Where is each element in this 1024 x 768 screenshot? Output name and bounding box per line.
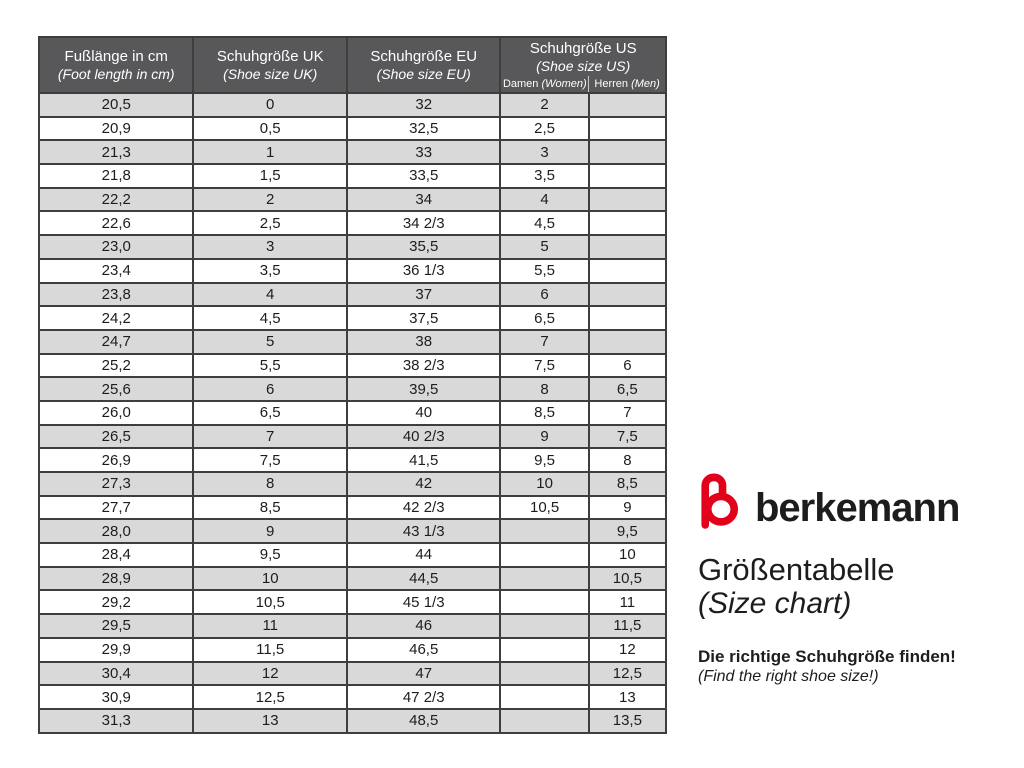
table-cell: 32,5: [347, 117, 500, 141]
table-cell: 3,5: [500, 164, 588, 188]
table-cell: 11,5: [589, 614, 666, 638]
table-cell: 29,5: [39, 614, 193, 638]
table-cell: 10,5: [193, 590, 346, 614]
table-cell: [500, 519, 588, 543]
col-header-foot-length: [39, 37, 193, 93]
table-cell: [589, 235, 666, 259]
table-cell: 28,4: [39, 543, 193, 567]
table-cell: [589, 188, 666, 212]
table-cell: 7,5: [500, 354, 588, 378]
table-cell: 40: [347, 401, 500, 425]
table-cell: 13: [193, 709, 346, 733]
table-cell: 38 2/3: [347, 354, 500, 378]
col-header-us: [500, 37, 666, 76]
col-header-uk-en: (Shoe size UK): [223, 65, 318, 82]
table-cell: [500, 590, 588, 614]
table-cell: 1: [193, 140, 346, 164]
table-cell: 46: [347, 614, 500, 638]
table-cell: 7: [589, 401, 666, 425]
table-cell: 7: [500, 330, 588, 354]
tagline-en: (Find the right shoe size!): [698, 667, 879, 685]
table-cell: 29,9: [39, 638, 193, 662]
table-cell: 8,5: [500, 401, 588, 425]
table-cell: 20,9: [39, 117, 193, 141]
table-row: [39, 472, 666, 496]
table-cell: 7,5: [193, 448, 346, 472]
table-row: [39, 93, 666, 117]
table-cell: 22,6: [39, 211, 193, 235]
table-cell: 6: [193, 377, 346, 401]
table-cell: 3,5: [193, 259, 346, 283]
table-cell: [500, 709, 588, 733]
subcol-header-us-women-en: (Women): [541, 78, 587, 90]
table-cell: 23,0: [39, 235, 193, 259]
table-cell: 9,5: [193, 543, 346, 567]
table-cell: [500, 638, 588, 662]
table-row: [39, 543, 666, 567]
table-cell: 26,5: [39, 425, 193, 449]
table-cell: 3: [500, 140, 588, 164]
col-header-us-en: (Shoe size US): [536, 57, 631, 74]
table-row: [39, 709, 666, 733]
table-cell: 10: [500, 472, 588, 496]
table-cell: 27,3: [39, 472, 193, 496]
table-body: [39, 93, 666, 733]
table-cell: 1,5: [193, 164, 346, 188]
table-cell: 4: [500, 188, 588, 212]
table-cell: 8: [193, 472, 346, 496]
table-row: [39, 425, 666, 449]
table-cell: 32: [347, 93, 500, 117]
table-row: [39, 638, 666, 662]
table-cell: 41,5: [347, 448, 500, 472]
table-cell: [589, 211, 666, 235]
table-cell: 9: [193, 519, 346, 543]
col-header-uk-de: Schuhgröße UK: [216, 47, 324, 65]
table-cell: 11,5: [193, 638, 346, 662]
table-cell: 31,3: [39, 709, 193, 733]
page-title-de: Größentabelle: [698, 552, 895, 587]
table-cell: [500, 614, 588, 638]
table-cell: 25,6: [39, 377, 193, 401]
subcol-header-us-men-en: (Men): [631, 78, 660, 90]
table-cell: 33,5: [347, 164, 500, 188]
table-cell: 7,5: [589, 425, 666, 449]
col-header-eu: [347, 37, 500, 93]
berkemann-logo-icon: [698, 470, 744, 529]
table-cell: 13,5: [589, 709, 666, 733]
table-cell: 47 2/3: [347, 685, 500, 709]
table-cell: 46,5: [347, 638, 500, 662]
table-cell: 2,5: [193, 211, 346, 235]
table-row: [39, 401, 666, 425]
table-cell: 35,5: [347, 235, 500, 259]
table-cell: 26,0: [39, 401, 193, 425]
table-cell: 13: [589, 685, 666, 709]
table-cell: 37,5: [347, 306, 500, 330]
table-cell: 48,5: [347, 709, 500, 733]
table-row: [39, 496, 666, 520]
table-cell: 25,2: [39, 354, 193, 378]
table-cell: [589, 259, 666, 283]
table-cell: 0,5: [193, 117, 346, 141]
table-cell: 20,5: [39, 93, 193, 117]
table-header: [39, 37, 666, 93]
logo-bowl-stroke: [708, 496, 734, 521]
subcol-header-us-women: [500, 76, 588, 93]
table-cell: 10,5: [500, 496, 588, 520]
col-header-foot-length-en: (Foot length in cm): [57, 65, 175, 82]
table-cell: 8,5: [193, 496, 346, 520]
table-cell: 2,5: [500, 117, 588, 141]
table-cell: 28,9: [39, 567, 193, 591]
table-cell: 36 1/3: [347, 259, 500, 283]
table-cell: 10: [589, 543, 666, 567]
subcol-header-us-men: [589, 76, 666, 93]
table-row: [39, 590, 666, 614]
table-cell: [589, 330, 666, 354]
col-header-foot-length-de: Fußlänge in cm: [64, 47, 168, 65]
table-cell: 8: [589, 448, 666, 472]
table-cell: [500, 543, 588, 567]
table-cell: 0: [193, 93, 346, 117]
table-row: [39, 519, 666, 543]
table-row: [39, 164, 666, 188]
shoe-size-table: [38, 36, 667, 734]
table-row: [39, 330, 666, 354]
table-cell: 26,9: [39, 448, 193, 472]
table-cell: 12,5: [589, 662, 666, 686]
table-cell: 44,5: [347, 567, 500, 591]
table-cell: 28,0: [39, 519, 193, 543]
table-cell: 12,5: [193, 685, 346, 709]
brand-panel: [698, 470, 998, 687]
table-cell: [589, 283, 666, 307]
table-row: [39, 283, 666, 307]
table-cell: 21,8: [39, 164, 193, 188]
table-cell: 42 2/3: [347, 496, 500, 520]
table-cell: 23,4: [39, 259, 193, 283]
page-title-en: (Size chart): [698, 587, 852, 621]
table-cell: 8: [500, 377, 588, 401]
table-row: [39, 614, 666, 638]
table-cell: 23,8: [39, 283, 193, 307]
table-cell: 3: [193, 235, 346, 259]
table-row: [39, 235, 666, 259]
table-cell: [589, 306, 666, 330]
table-cell: 2: [500, 93, 588, 117]
table-row: [39, 211, 666, 235]
table-cell: 24,2: [39, 306, 193, 330]
table-cell: 11: [589, 590, 666, 614]
brand-row: [698, 470, 998, 529]
table-cell: 4: [193, 283, 346, 307]
table-cell: 29,2: [39, 590, 193, 614]
table-cell: 24,7: [39, 330, 193, 354]
table-cell: [589, 140, 666, 164]
table-cell: 45 1/3: [347, 590, 500, 614]
table-row: [39, 259, 666, 283]
table-cell: 4,5: [193, 306, 346, 330]
table-cell: 34: [347, 188, 500, 212]
table-cell: 9,5: [500, 448, 588, 472]
table-cell: 2: [193, 188, 346, 212]
table-cell: 9,5: [589, 519, 666, 543]
table-cell: [500, 567, 588, 591]
table-cell: [589, 117, 666, 141]
table-cell: 47: [347, 662, 500, 686]
table-cell: [500, 662, 588, 686]
table-row: [39, 188, 666, 212]
table-cell: 8,5: [589, 472, 666, 496]
table-cell: 5,5: [193, 354, 346, 378]
subcol-header-us-women-de: Damen: [502, 78, 539, 90]
table-cell: 7: [193, 425, 346, 449]
table-cell: 6: [500, 283, 588, 307]
table-row: [39, 140, 666, 164]
table-cell: 5: [500, 235, 588, 259]
table-cell: 12: [193, 662, 346, 686]
table-cell: 12: [589, 638, 666, 662]
table-cell: 43 1/3: [347, 519, 500, 543]
table-cell: 42: [347, 472, 500, 496]
table-cell: 38: [347, 330, 500, 354]
table-cell: 11: [193, 614, 346, 638]
table-cell: 6,5: [193, 401, 346, 425]
table-cell: 6,5: [589, 377, 666, 401]
table-cell: 9: [589, 496, 666, 520]
table-cell: 30,9: [39, 685, 193, 709]
table-cell: 37: [347, 283, 500, 307]
table-cell: 6,5: [500, 306, 588, 330]
table-cell: 21,3: [39, 140, 193, 164]
table-row: [39, 117, 666, 141]
col-header-uk: [193, 37, 346, 93]
table-cell: 34 2/3: [347, 211, 500, 235]
table-cell: 6: [589, 354, 666, 378]
table-row: [39, 448, 666, 472]
table-row: [39, 662, 666, 686]
table-cell: [589, 93, 666, 117]
table-cell: 5,5: [500, 259, 588, 283]
table-row: [39, 306, 666, 330]
table-row: [39, 685, 666, 709]
table-row: [39, 354, 666, 378]
table-cell: 44: [347, 543, 500, 567]
table-cell: 5: [193, 330, 346, 354]
table-row: [39, 567, 666, 591]
table-cell: 33: [347, 140, 500, 164]
tagline-de: Die richtige Schuhgröße finden!: [698, 646, 956, 666]
col-header-us-de: Schuhgröße US: [529, 39, 637, 57]
table-cell: 9: [500, 425, 588, 449]
table-cell: 39,5: [347, 377, 500, 401]
brand-name: berkemann: [755, 486, 960, 530]
subcol-header-us-men-de: Herren: [594, 78, 629, 90]
col-header-eu-de: Schuhgröße EU: [370, 47, 478, 65]
col-header-eu-en: (Shoe size EU): [376, 65, 471, 82]
table-cell: [500, 685, 588, 709]
table-cell: 10,5: [589, 567, 666, 591]
table-cell: 4,5: [500, 211, 588, 235]
table-cell: 22,2: [39, 188, 193, 212]
table-cell: 30,4: [39, 662, 193, 686]
table-cell: 27,7: [39, 496, 193, 520]
table-cell: 40 2/3: [347, 425, 500, 449]
table-row: [39, 377, 666, 401]
table-cell: [589, 164, 666, 188]
table-cell: 10: [193, 567, 346, 591]
